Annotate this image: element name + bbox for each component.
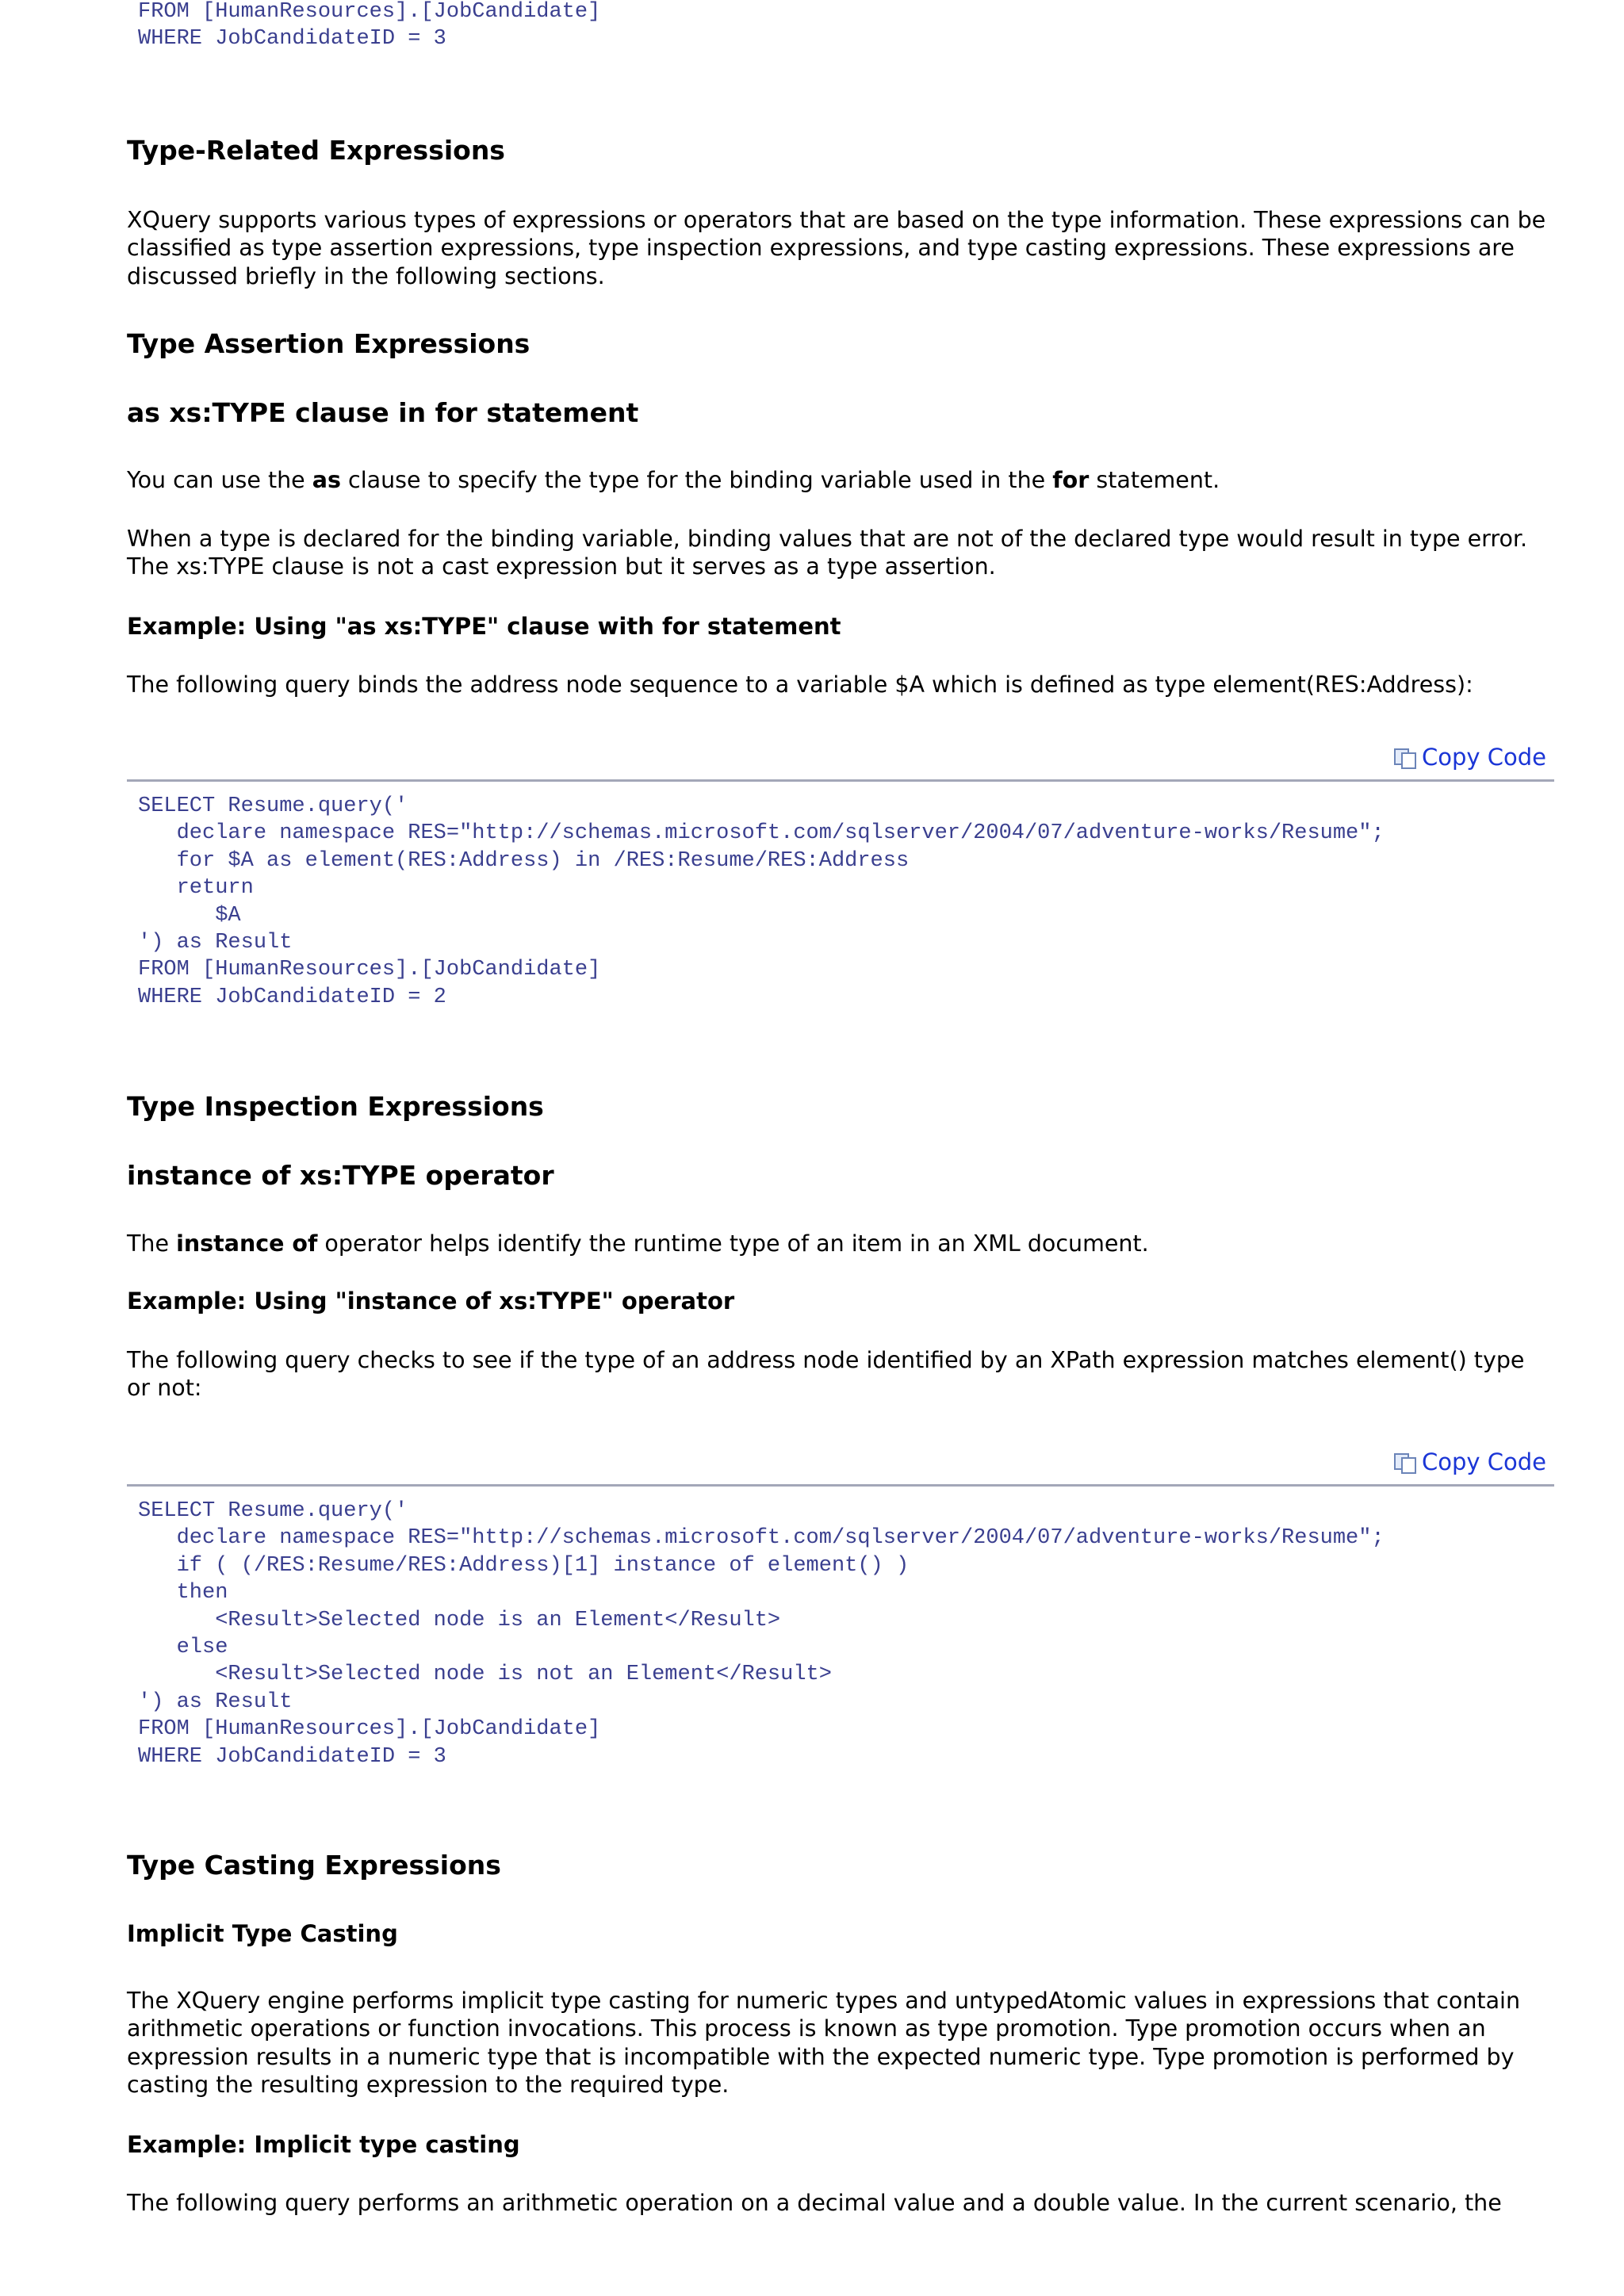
- code-line: then: [138, 1581, 228, 1605]
- keyword-instance-of: instance of: [176, 1230, 318, 1257]
- example-desc-as-clause: The following query binds the address node sequence to a variable $A which is defined as type element(RES:Address):: [127, 672, 1473, 698]
- section-heading-type-inspection: Type Inspection Expressions: [127, 1091, 544, 1122]
- subheading-implicit-casting: Implicit Type Casting: [127, 1920, 398, 1947]
- code-line: declare namespace RES="http://schemas.microsoft.com/sqlserver/2004/07/adventure-works/Resume";: [138, 1526, 1385, 1551]
- copy-icon: [1393, 748, 1415, 767]
- code-line: else: [138, 1636, 228, 1660]
- example-title-as-clause: Example: Using "as xs:TYPE" clause with for statement: [127, 613, 841, 640]
- code-line: declare namespace RES="http://schemas.microsoft.com/sqlserver/2004/07/adventure-works/Resume";: [138, 821, 1385, 846]
- copy-code-button[interactable]: [1393, 744, 1554, 771]
- text-run: You can use the: [127, 467, 312, 493]
- text-run: The: [127, 1230, 177, 1257]
- copy-code-bar: [127, 1448, 1554, 1477]
- code-block-instance-of: [127, 1498, 1385, 1770]
- section-heading-type-assertion: Type Assertion Expressions: [127, 328, 530, 359]
- text-run: statement.: [1089, 467, 1220, 493]
- code-block-rule: [127, 1484, 1554, 1487]
- subheading-as-clause: as xs:TYPE clause in for statement: [127, 397, 639, 428]
- code-line: return: [138, 876, 254, 901]
- code-line: FROM [HumanResources].[JobCandidate]: [138, 958, 601, 982]
- copy-code-bar: [127, 744, 1554, 772]
- type-related-intro: XQuery supports various types of expressions or operators that are based on the type information. These expressions can be classified as type assertion expressions, type inspection expressions, and type casting expressions. These expressions are discussed briefly in the following sections.: [127, 207, 1546, 289]
- section-heading-type-related: Type-Related Expressions: [127, 135, 505, 166]
- copy-code-button[interactable]: [1393, 1448, 1554, 1475]
- assertion-para-2: When a type is declared for the binding variable, binding values that are not of the declared type would result in type error. The xs:TYPE clause is not a cast expression but it serves as a type assertion.: [127, 526, 1528, 580]
- inspection-para-1: [127, 1230, 1554, 1257]
- keyword-for: for: [1052, 467, 1090, 493]
- text-run: clause to specify the type for the binding variable used in the: [340, 467, 1053, 493]
- example-desc-implicit-casting: The following query performs an arithmetic operation on a decimal value and a double value. In the current scenario, the: [127, 2190, 1502, 2216]
- subheading-instance-of: instance of xs:TYPE operator: [127, 1160, 554, 1191]
- code-line: <Result>Selected node is an Element</Result>: [138, 1608, 781, 1632]
- code-line: WHERE JobCandidateID = 3: [138, 1744, 446, 1769]
- code-block-as-clause: [127, 793, 1385, 1011]
- top-code-fragment: [127, 0, 600, 53]
- code-line: SELECT Resume.query(': [138, 794, 408, 818]
- code-block-rule: [127, 779, 1554, 782]
- code-line: if ( (/RES:Resume/RES:Address)[1] instance of element() ): [138, 1553, 910, 1578]
- example-title-instance-of: Example: Using "instance of xs:TYPE" operator: [127, 1288, 735, 1314]
- code-line: for $A as element(RES:Address) in /RES:Resume/RES:Address: [138, 848, 910, 873]
- example-desc-instance-of: The following query checks to see if the type of an address node identified by an XPath expression matches element() type or not:: [127, 1347, 1525, 1402]
- code-line: ') as Result: [138, 931, 293, 955]
- assertion-para-1: [127, 466, 1554, 494]
- code-line: <Result>Selected node is not an Element</Result>: [138, 1663, 832, 1687]
- code-line: SELECT Resume.query(': [138, 1499, 408, 1523]
- keyword-as: as: [312, 467, 341, 493]
- text-run: operator helps identify the runtime type of an item in an XML document.: [317, 1230, 1149, 1257]
- code-line: ') as Result: [138, 1689, 293, 1714]
- code-line: FROM [HumanResources].[JobCandidate]: [138, 0, 601, 24]
- section-heading-type-casting: Type Casting Expressions: [127, 1850, 501, 1881]
- code-line: $A: [138, 903, 241, 928]
- example-title-implicit-casting: Example: Implicit type casting: [127, 2131, 520, 2158]
- copy-code-label: Copy Code: [1421, 744, 1546, 771]
- code-line: WHERE JobCandidateID = 2: [138, 985, 446, 1009]
- copy-code-label: Copy Code: [1421, 1448, 1546, 1475]
- code-line: FROM [HumanResources].[JobCandidate]: [138, 1717, 601, 1742]
- copy-icon: [1393, 1452, 1415, 1471]
- casting-para-1: The XQuery engine performs implicit type casting for numeric types and untypedAtomic values in expressions that contain arithmetic operations or function invocations. This process is known as type promotion. Type promotion occurs when an expression results in a numeric type that is incompatible with the expected numeric type. Type promotion is performed by casting the resulting expression to the required type.: [127, 1988, 1521, 2099]
- code-line: WHERE JobCandidateID = 3: [138, 27, 446, 52]
